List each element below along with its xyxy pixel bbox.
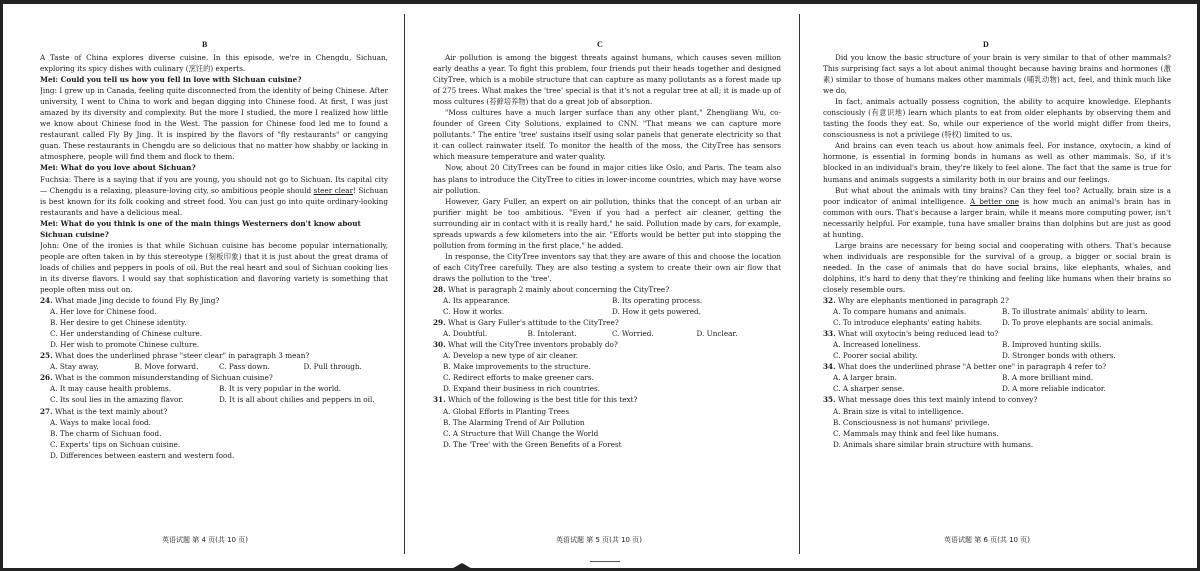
answer-option[interactable]: D. Her wish to promote Chinese culture. xyxy=(50,340,200,350)
answer-option[interactable]: B. Consciousness is not humans' privilege. xyxy=(833,417,990,427)
paragraph: In fact, animals actually possess cognition, the ability to acquire knowledge. Elephants consciously (有意识地) learn which plants to eat from older elephants by observing them and tasting the foods they eat. So, while our experience of the world might differ from theirs, consciousness is not a privilege (特权) limited to us. xyxy=(823,97,1171,140)
answer-option[interactable]: D. The 'Tree' with the Green Benefits of a Forest xyxy=(443,439,622,449)
answer-option[interactable]: B. Improved hunting skills. xyxy=(1002,340,1102,350)
option-row xyxy=(40,361,388,372)
interview-question: Mei: What do you love about Sichuan? xyxy=(40,163,196,173)
section-label-d: D xyxy=(983,40,989,49)
binding-mark xyxy=(448,563,476,571)
question-text: What will the CityTree inventors probably do? xyxy=(447,340,618,350)
page-b-passage xyxy=(40,52,388,461)
question-number: 25. xyxy=(40,351,53,361)
option-row xyxy=(433,306,781,317)
question-text: What message does this text mainly intend to convey? xyxy=(837,395,1038,405)
question-stem xyxy=(823,361,1171,372)
answer-option[interactable]: A. A larger brain. xyxy=(833,373,897,383)
answer-option[interactable]: D. Unclear. xyxy=(696,329,738,339)
answer-option[interactable]: C. A sharper sense. xyxy=(833,384,905,394)
answer-option[interactable]: C. Mammals may think and feel like humans. xyxy=(833,428,999,438)
answer-option[interactable]: C. To introduce elephants' eating habits. xyxy=(833,318,983,328)
question-stem xyxy=(433,317,781,328)
answer-option[interactable]: C. Experts' tips on Sichuan cuisine. xyxy=(50,439,181,449)
question-number: 27. xyxy=(40,406,53,416)
question-text: What is the text mainly about? xyxy=(54,406,168,416)
page-footer: 英语试题 第 6 页(共 10 页) xyxy=(944,536,1030,544)
question-text: What will oxytocin's being reduced lead to? xyxy=(837,329,999,339)
question-number: 28. xyxy=(433,284,446,294)
question-number: 26. xyxy=(40,373,53,383)
answer-option[interactable]: D. Stronger bonds with others. xyxy=(1002,351,1116,361)
question-text: What is paragraph 2 mainly about concerning the CityTree? xyxy=(447,284,670,294)
answer-option[interactable]: D. Pull through. xyxy=(303,362,362,372)
answer-option[interactable]: B. Its operating process. xyxy=(612,296,703,306)
option-row xyxy=(823,306,1171,317)
answer-option[interactable]: A. Brain size is vital to intelligence. xyxy=(833,406,964,416)
answer-option[interactable]: A. Increased loneliness. xyxy=(833,340,921,350)
page-footer: 英语试题 第 5 页(共 10 页) xyxy=(556,536,642,544)
column-divider xyxy=(404,14,405,554)
interview-question: Mei: What do you think is one of the main things Westerners don't know about Sichuan cuisine? xyxy=(40,218,361,239)
paragraph: Large brains are necessary for being social and cooperating with others. That's because when individuals are responsible for the survival of a group, a bigger or social brain is needed. In the case of animals that do have social brains, like elephants, whales, and dolphins, it's hard to deny that they're thinking and feeling like humans when their brains so closely resemble ours. xyxy=(823,240,1171,294)
passage-intro: A Taste of China explores diverse cuisine. In this episode, we're in Chengdu, Sichuan, exploring its spicy dishes with culinary (烹饪的) experts. xyxy=(40,53,388,74)
scan-border-left xyxy=(0,0,3,571)
section-label-b: B xyxy=(202,40,208,49)
section-label-c: C xyxy=(597,40,603,49)
answer-option[interactable]: B. It is very popular in the world. xyxy=(219,384,342,394)
option-row xyxy=(823,339,1171,350)
answer-option[interactable]: D. It is all about chilies and peppers in oil. xyxy=(219,395,375,405)
question-number: 34. xyxy=(823,362,836,372)
answer-option[interactable]: D. A more reliable indicator. xyxy=(1002,384,1106,394)
option-row xyxy=(433,328,781,339)
page-d-passage xyxy=(823,52,1171,450)
answer-option[interactable]: B. The charm of Sichuan food. xyxy=(50,428,162,438)
answer-option[interactable]: A. Develop a new type of air cleaner. xyxy=(443,351,578,361)
answer-option[interactable]: A. To compare humans and animals. xyxy=(833,307,967,317)
column-divider xyxy=(799,14,800,554)
paragraph: In response, the CityTree inventors say that they are aware of this and choose the location of each CityTree carefully. They are also testing a system to create their own air flow that draws the pollution to the 'tree'. xyxy=(433,251,781,283)
question-text: What does the underlined phrase "A better one" in paragraph 4 refer to? xyxy=(837,362,1107,372)
answer-option[interactable]: A. Global Efforts in Planting Trees xyxy=(443,406,570,416)
answer-option[interactable]: B. Intolerant. xyxy=(527,329,577,339)
answer-option[interactable]: A. Doubtful. xyxy=(443,329,488,339)
page-c-passage xyxy=(433,52,781,450)
answer-option[interactable]: B. Make improvements to the structure. xyxy=(443,362,591,372)
answer-option[interactable]: C. Pass down. xyxy=(219,362,270,372)
answer-option[interactable]: C. Worried. xyxy=(612,329,654,339)
question-text: What made Jing decide to found Fly By Jing? xyxy=(54,296,220,306)
option-row xyxy=(823,350,1171,361)
question-stem xyxy=(40,295,388,306)
answer-option[interactable]: C. Its soul lies in the amazing flavor. xyxy=(50,395,184,405)
paragraph: Now, about 20 CityTrees can be found in major cities like Oslo, and Paris. The team also has plans to introduce the CityTree to cities in lower-income countries, which may have worse air pollution. xyxy=(433,163,781,195)
option-row xyxy=(823,317,1171,328)
answer-option[interactable]: C. A Structure that Will Change the World xyxy=(443,428,599,438)
answer-option[interactable]: D. How it gets powered. xyxy=(612,307,701,317)
question-stem xyxy=(433,339,781,350)
option-row xyxy=(823,372,1171,383)
answer-option[interactable]: C. Her understanding of Chinese culture. xyxy=(50,329,203,339)
question-text: What is the common misunderstanding of Sichuan cuisine? xyxy=(54,373,273,383)
question-number: 24. xyxy=(40,296,53,306)
question-number: 29. xyxy=(433,318,446,328)
paragraph: Air pollution is among the biggest threats against humans, which causes seven million early deaths a year. To fight this problem, four friends put their heads together and designed CityTree, which is a mobile structure that can capture as many pollutants as a forest made up of 275 trees. What makes the 'tree' special is that it's not a regular tree at all; it is made up of moss cultures (苔藓培养物) that do a great job of absorption. xyxy=(433,53,781,107)
question-stem xyxy=(40,406,388,417)
answer-option[interactable]: B. Move forward. xyxy=(134,362,199,372)
scan-border-top xyxy=(0,0,1200,4)
answer-option[interactable]: D. To prove elephants are social animals. xyxy=(1002,318,1154,328)
answer-option[interactable]: A. It may cause health problems. xyxy=(50,384,172,394)
answer-option[interactable]: A. Her love for Chinese food. xyxy=(50,307,157,317)
answer-option[interactable]: A. Stay away. xyxy=(50,362,99,372)
answer-option[interactable]: A. Its appearance. xyxy=(443,296,510,306)
question-stem xyxy=(40,372,388,383)
question-text: Why are elephants mentioned in paragraph 2? xyxy=(837,296,1009,306)
question-text: What is Gary Fuller's attitude to the CityTree? xyxy=(447,318,619,328)
paragraph: "Moss cultures have a much larger surface than any other plant," Zhengliang Wu, co-founder of Green City Solutions, explained to CNN. "That means we can capture more pollutants." The entire 'tree' sustains itself using solar panels that generate electricity so that it can collect rainwater itself. To monitor the health of the moss, the CityTree has sensors which measure temperature and water quality. xyxy=(433,108,781,162)
answer-option[interactable]: B. Her desire to get Chinese identity. xyxy=(50,318,187,328)
option-row xyxy=(40,394,388,405)
answer-option[interactable]: D. Animals share similar brain structure with humans. xyxy=(833,439,1034,449)
answer-option[interactable]: A. Ways to make local food. xyxy=(50,417,151,427)
question-number: 35. xyxy=(823,395,836,405)
answer-option[interactable]: C. Redirect efforts to make greener cars. xyxy=(443,373,594,383)
answer-option[interactable]: C. Poorer social ability. xyxy=(833,351,918,361)
question-stem xyxy=(40,350,388,361)
paragraph: However, Gary Fuller, an expert on air pollution, thinks that the concept of an urban air purifier might be too ambitious. "Even if you had a perfect air cleaner, getting the surrounding air in contact with it is really hard," he said. Pollution made by cars, for example, spreads upwards a few kilometers into the air. "Efforts would be better put into stopping the pollution from forming in the first place," he added. xyxy=(433,196,781,250)
answer-option[interactable]: D. Expand their business in rich countries. xyxy=(443,384,601,394)
question-number: 31. xyxy=(433,395,446,405)
interview-question: Mei: Could you tell us how you fell in love with Sichuan cuisine? xyxy=(40,75,302,85)
question-list xyxy=(433,284,781,450)
question-list xyxy=(40,295,388,461)
option-row xyxy=(40,383,388,394)
option-row xyxy=(823,383,1171,394)
answer-option[interactable]: B. The Alarming Trend of Air Pollution xyxy=(443,417,585,427)
question-list xyxy=(823,295,1171,450)
paragraph: And brains can even teach us about how animals feel. For instance, oxytocin, a kind of hormone, is essential in forming bonds in humans as well as other mammals. So, if it's blocked in an individual's brain, they're likely to feel alone. The fact that the same is true for humans and animals suggests a similarity both in our brains and our feelings. xyxy=(823,141,1171,184)
question-stem xyxy=(823,295,1171,306)
interview-answer: Fuchsia: There is a saying that if you are young, you should not go to Sichuan. Its capital city — Chengdu is a relaxing, pleasure-loving city, so ambitious people should steer clear! Sichuan is best known for its folk cooking and street food. You can just go into quite ordinary-looking restaurants and have a delicious meal. xyxy=(40,174,388,217)
answer-option[interactable]: C. How it works. xyxy=(443,307,505,317)
interview-answer: Jing: I grew up in Canada, feeling quite disconnected from the identity of being Chinese. After university, I went to China to work and began digging into Chinese food. At first, I was just amazed by its diversity and complexity. But the more I studied, the more I realized how little we know about Chinese food in the West. The passion for Chinese food led me to found a restaurant called Fly By Jing. It is inspired by the flavors of "fly restaurants" or cangying guan. These restaurants in Chengdu are so delicious that no matter how shabby or lacking in atmosphere, people will find them and flock to them. xyxy=(40,86,388,162)
answer-option[interactable]: B. A more brilliant mind. xyxy=(1002,373,1094,383)
underlined-phrase: steer clear xyxy=(313,185,354,195)
paragraph: Did you know the basic structure of your brain is very similar to that of other mammals? This surprising fact says a lot about animal thought because having brains and hormones (激素) similar to those of humans makes other mammals (哺乳动物) act, feel, and think much like we do. xyxy=(823,53,1171,96)
underlined-phrase: A better one xyxy=(970,196,1020,206)
question-number: 32. xyxy=(823,296,836,306)
paragraph: But what about the animals with tiny brains? Can they feel too? Actually, brain size is a poor indicator of animal intelligence. A better one is how much an animal's brain has in common with ours. That's because a larger brain, while it means more computing power, isn't necessarily helpful. For example, tuna have smaller brains than dolphins but are just as good at hunting. xyxy=(823,185,1171,239)
interview-answer: John: One of the ironies is that while Sichuan cuisine has become popular internationally, people are often taken in by this stereotype (刻板印象) that it is just about the great drama of loads of chilies and peppers in pools of oil. But the real heart and soul of Sichuan cooking lies in its diverse flavors. I would say that sophistication and flavoring variety is something that people often miss out on. xyxy=(40,240,388,294)
center-tick xyxy=(590,561,620,562)
question-number: 30. xyxy=(433,340,446,350)
answer-option[interactable]: D. Differences between eastern and western food. xyxy=(50,450,235,460)
answer-option[interactable]: B. To illustrate animals' ability to learn. xyxy=(1002,307,1148,317)
question-stem xyxy=(433,394,781,405)
question-stem xyxy=(823,328,1171,339)
question-text: What does the underlined phrase "steer clear" in paragraph 3 mean? xyxy=(54,351,310,361)
question-number: 33. xyxy=(823,329,836,339)
option-row xyxy=(433,295,781,306)
question-text: Which of the following is the best title for this text? xyxy=(447,395,638,405)
page-footer: 英语试题 第 4 页(共 10 页) xyxy=(162,536,248,544)
question-stem xyxy=(823,394,1171,405)
question-stem xyxy=(433,284,781,295)
